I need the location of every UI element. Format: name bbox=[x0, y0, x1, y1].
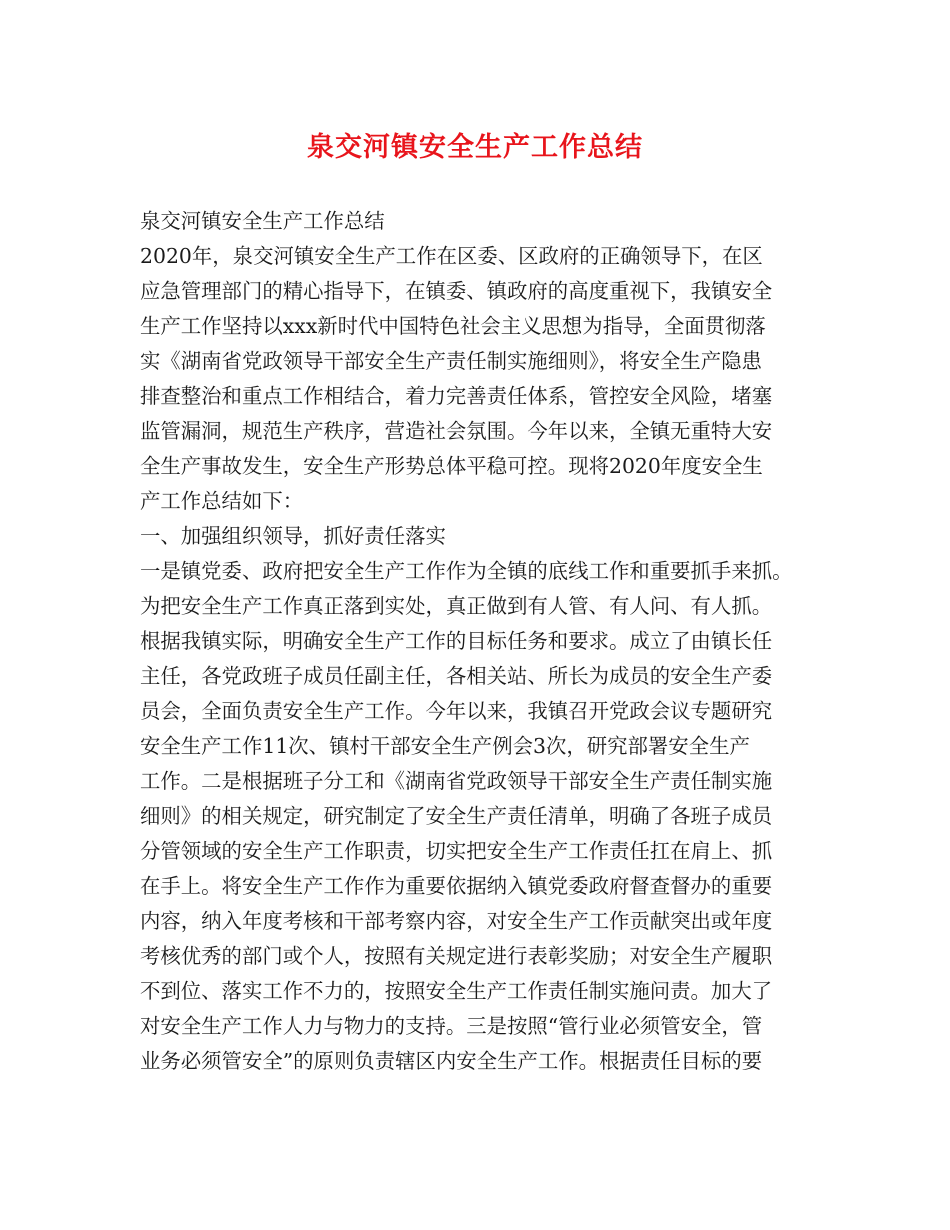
body-line: 实《湖南省党政领导干部安全生产责任制实施细则》，将安全生产隐患 bbox=[140, 349, 762, 373]
body-line: 全生产事故发生，安全生产形势总体平稳可控。现将2020年度安全生 bbox=[140, 454, 763, 478]
body-line: 工作。二是根据班子分工和《湖南省党政领导干部安全生产责任制实施 bbox=[140, 769, 773, 793]
body-line: 考核优秀的部门或个人，按照有关规定进行表彰奖励；对安全生产履职 bbox=[140, 944, 773, 968]
body-line: 排查整治和重点工作相结合，着力完善责任体系，管控安全风险，堵塞 bbox=[140, 384, 773, 408]
body-line: 应急管理部门的精心指导下，在镇委、镇政府的高度重视下，我镇安全 bbox=[140, 279, 773, 303]
body-line: 生产工作坚持以xxx新时代中国特色社会主义思想为指导，全面贯彻落 bbox=[140, 314, 766, 338]
body-line: 内容，纳入年度考核和干部考察内容，对安全生产工作贡献突出或年度 bbox=[140, 909, 773, 933]
body-line: 分管领域的安全生产工作职责，切实把安全生产工作责任扛在肩上、抓 bbox=[140, 839, 773, 863]
document-body bbox=[140, 204, 816, 1079]
body-line: 监管漏洞，规范生产秩序，营造社会氛围。今年以来，全镇无重特大安 bbox=[140, 419, 773, 443]
body-line: 安全生产工作11次、镇村干部安全生产例会3次，研究部署安全生产 bbox=[140, 734, 750, 758]
body-line: 为把安全生产工作真正落到实处，真正做到有人管、有人问、有人抓。 bbox=[140, 594, 773, 618]
body-line: 不到位、落实工作不力的，按照安全生产工作责任制实施问责。加大了 bbox=[140, 979, 773, 1003]
body-line: 对安全生产工作人力与物力的支持。三是按照“管行业必须管安全，管 bbox=[140, 1014, 763, 1038]
body-line: 细则》的相关规定，研究制定了安全生产责任清单，明确了各班子成员 bbox=[140, 804, 773, 828]
body-line: 主任，各党政班子成员任副主任，各相关站、所长为成员的安全生产委 bbox=[140, 664, 773, 688]
body-line: 根据我镇实际，明确安全生产工作的目标任务和要求。成立了由镇长任 bbox=[140, 629, 773, 653]
body-line: 员会，全面负责安全生产工作。今年以来，我镇召开党政会议专题研究 bbox=[140, 699, 773, 723]
body-line: 产工作总结如下： bbox=[140, 489, 304, 513]
body-line: 业务必须管安全”的原则负责辖区内安全生产工作。根据责任目标的要 bbox=[140, 1049, 763, 1073]
document-subtitle: 泉交河镇安全生产工作总结 bbox=[140, 209, 385, 233]
body-line: 一、加强组织领导，抓好责任落实 bbox=[140, 524, 446, 548]
body-line: 2020年，泉交河镇安全生产工作在区委、区政府的正确领导下，在区 bbox=[140, 244, 763, 268]
body-line: 一是镇党委、政府把安全生产工作作为全镇的底线工作和重要抓手来抓。 bbox=[140, 559, 793, 583]
document-title: 泉交河镇安全生产工作总结 bbox=[307, 132, 643, 163]
body-line: 在手上。将安全生产工作作为重要依据纳入镇党委政府督查督办的重要 bbox=[140, 874, 773, 898]
